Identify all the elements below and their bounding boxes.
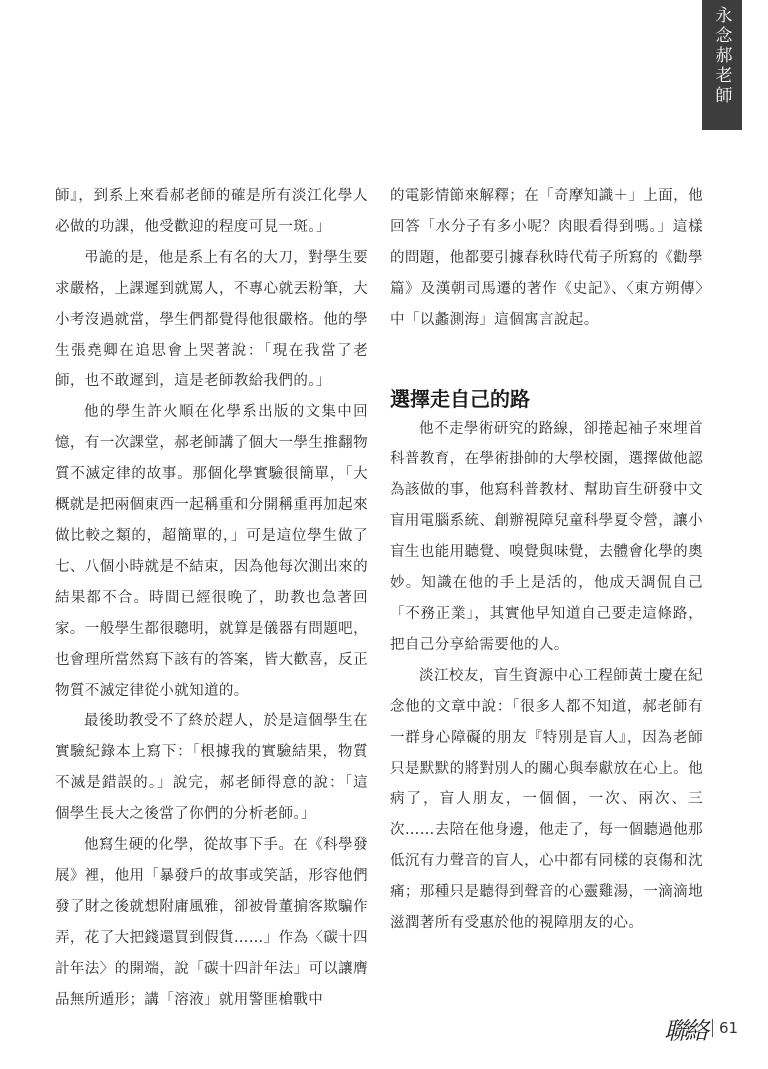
paragraph: 師』，到系上來看郝老師的確是所有淡江化學人必做的功課，他受歡迎的程度可見一斑。」 — [55, 188, 368, 235]
right-column — [390, 181, 703, 939]
section-tab-label: 永念郝老師 — [711, 6, 732, 106]
paragraph: 他的學生許火順在化學系出版的文集中回憶，有一次課堂，郝老師講了個大一學生推翻物質不滅定律的故事。那個化學實驗很簡單，「大概就是把兩個東西一起稱重和分開稱重再加起來做比較之類的，超簡單的，」可是這位學生做了七、八個小時就是不結束，因為他每次測出來的結果都不合。時間已經很晚了，助教也急著回家。一般學生都很聰明，就算是儀器有問題吧，也會理所當然寫下該有的答案，皆大歡喜，反正物質不滅定律從小就知道的。 — [55, 404, 368, 699]
paragraph: 弔詭的是，他是系上有名的大刀，對學生要求嚴格，上課遲到就罵人，不專心就丟粉筆，大小考沒過就當，學生們都覺得他很嚴格。他的學生張堯卿在追思會上哭著說：「現在我當了老師，也不敢遲到，這是老師教給我們的。」 — [55, 249, 368, 390]
paragraph: 的電影情節來解釋；在「奇摩知識＋」上面，他回答「水分子有多小呢？肉眼看得到嗎。」這樣的問題，他都要引據春秋時代荀子所寫的《勸學篇》及漢朝司馬遷的著作《史記》、〈東方朔傳〉中「以蠡測海」這個寓言說起。 — [390, 188, 703, 328]
section-heading: 選擇走自己的路 — [390, 386, 530, 411]
left-column — [55, 181, 368, 1015]
paragraph: 淡江校友，盲生資源中心工程師黃士慶在紀念他的文章中說：「很多人都不知道，郝老師有一群身心障礙的朋友『特別是盲人』，因為老師只是默默的將對別人的關心與奉獻放在心上。他病了，盲人朋友，一個個，一次、兩次、三次……去陪在他身邊，他走了，每一個聽過他那低沉有力聲音的盲人，心中都有同樣的哀傷和沈痛；那種只是聽得到聲音的心靈雞湯，一滴滴地滋潤著所有受惠於他的視障朋友的心。 — [390, 667, 703, 932]
paragraph: 他不走學術研究的路線，卻捲起袖子來埋首科普教育，在學術掛帥的大學校園，選擇做他認為該做的事，他寫科普教材、幫助盲生研發中文盲用電腦系統、創辦視障兒童科學夏令營，讓小盲生也能用聽覺、嗅覺與味覺，去體會化學的奧妙。知識在他的手上是活的，他成天調侃自己「不務正業」，其實他早知道自己要走這條路，把自己分享給需要他的人。 — [390, 420, 703, 653]
footer-divider — [712, 1019, 713, 1037]
section-tab — [702, 0, 742, 130]
page-number: 61 — [719, 1019, 739, 1037]
paragraph: 他寫生硬的化學，從故事下手。在《科學發展》裡，他用「暴發戶的故事或笑話，形容他們發了財之後就想附庸風雅，卻被骨董掮客欺騙作弄，花了大把錢還買到假貨……」作為〈碳十四計年法〉的開端，說「碳十四計年法」可以讓膺品無所遁形；講「溶液」就用警匪槍戰中 — [55, 837, 368, 1008]
paragraph: 最後助教受不了終於趕人，於是這個學生在實驗紀錄本上寫下：「根據我的實驗結果，物質不滅是錯誤的。」說完，郝老師得意的說：「這個學生長大之後當了你們的分析老師。」 — [55, 713, 368, 823]
magazine-logo: 聯絡 — [664, 1016, 706, 1045]
page-footer — [664, 1008, 738, 1048]
